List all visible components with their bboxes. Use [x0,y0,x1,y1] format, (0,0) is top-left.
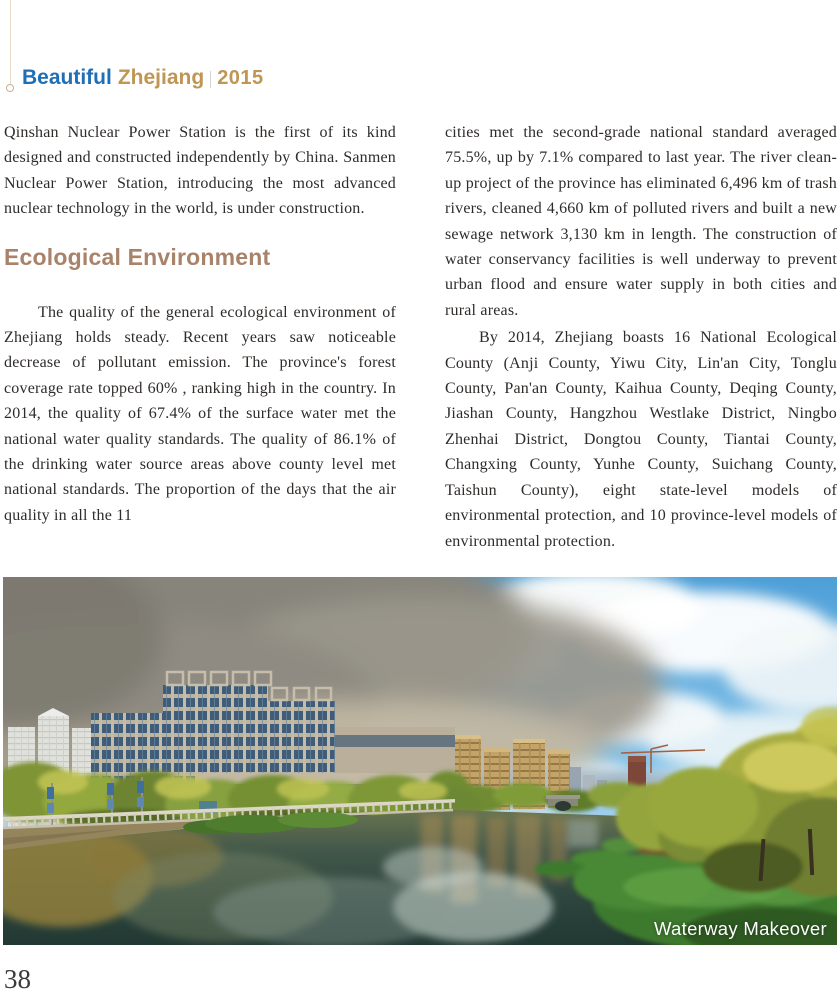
section-heading: Ecological Environment [4,243,271,270]
book-title-part2: Zhejiang [117,66,205,89]
header-divider [210,71,211,88]
page-number: 38 [4,964,31,994]
paragraph: The quality of the general ecological environment of Zhejiang holds steady. Recent years saw noticeable decrease of pollutant emission. The province's forest coverage rate topped 60% , ranking high in the country. In 2014, the quality of 67.4% of the surface water met the national water quality standards. The quality of 86.1% of the drinking water source areas above county level met national standards. The proportion of the days that the air quality in all the 11 [4,303,396,524]
paragraph: cities met the second-grade national standard averaged 75.5%, up by 7.1% compared to last year. The river clean-up project of the province has eliminated 6,496 km of trash rivers, cleaned 4,660 km of polluted rivers and built a new sewage network 3,130 km in length. The construction of water conservancy facilities is well underway to prevent urban flood and ensure water supply in both cities and rural areas. [445,124,837,319]
left-column [4,120,396,554]
paragraph: By 2014, Zhejiang boasts 16 National Ecological County (Anji County, Yiwu City, Lin'an City, Tonglu County, Pan'an County, Kaihua County, Deqing County, Jiashan County, Hangzhou Westlake District, Ningbo Zhenhai District, Dongtou County, Tiantai County, Changxing County, Yunhe County, Suichang County, Taishun County), eight state-level models of environmental protection, and 10 province-level models of environmental protection. [445,329,837,550]
photo-illustration [3,577,837,945]
right-column [445,120,837,554]
edition-year: 2015 [217,67,264,89]
book-title-part1: Beautiful [22,66,112,89]
paragraph: Qinshan Nuclear Power Station is the first of its kind designed and constructed independently by China. Sanmen Nuclear Power Station, introducing the most advanced nuclear technology in the world, is under construction. [4,124,396,218]
photo-waterway [3,577,837,945]
margin-rule [10,0,11,85]
running-head [22,66,264,90]
article-body [4,120,837,554]
margin-rule-circle [6,84,14,92]
photo-caption: Waterway Makeover [653,918,827,939]
